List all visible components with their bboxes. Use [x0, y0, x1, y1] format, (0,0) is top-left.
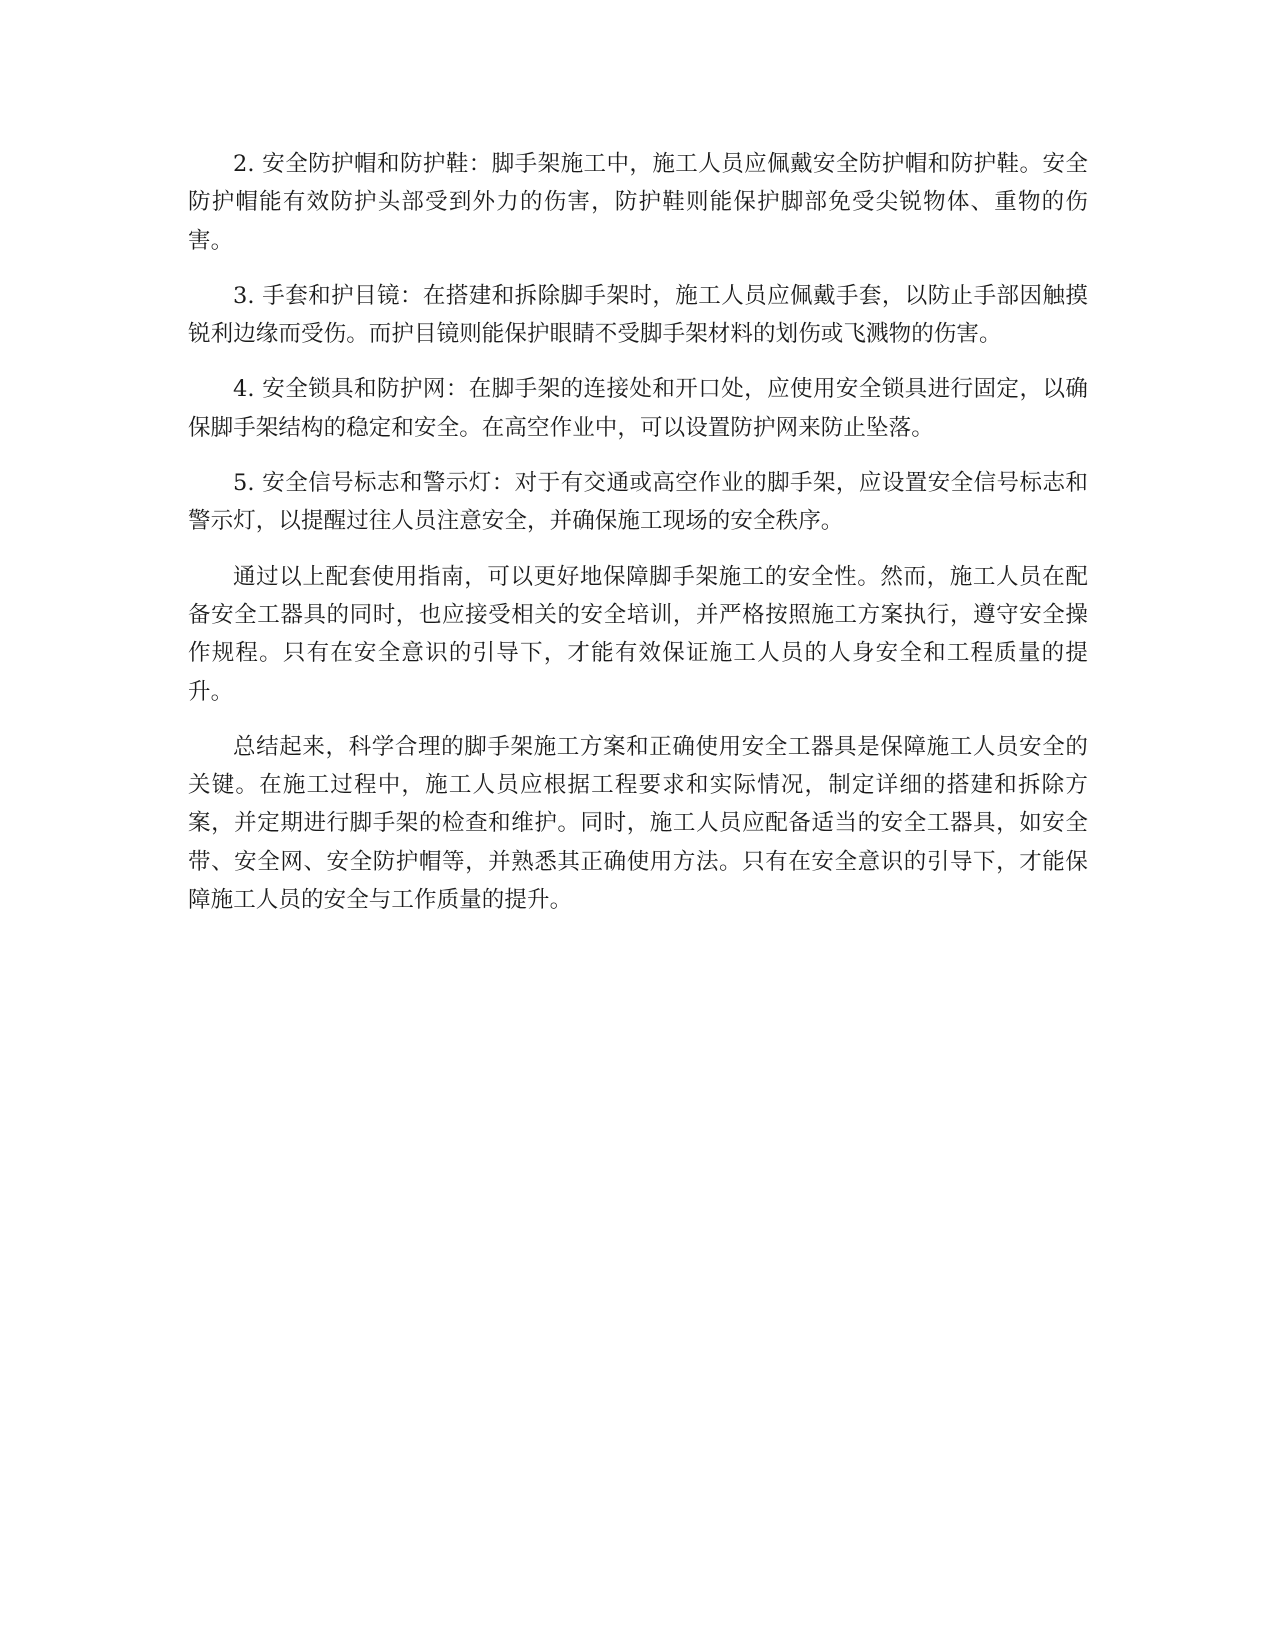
document-body	[188, 145, 1088, 936]
paragraph-locks-safety-net: 4. 安全锁具和防护网：在脚手架的连接处和开口处，应使用安全锁具进行固定，以确保脚手架结构的稳定和安全。在高空作业中，可以设置防护网来防止坠落。	[188, 376, 1088, 441]
paragraph-usage-guide-summary: 通过以上配套使用指南，可以更好地保障脚手架施工的安全性。然而，施工人员在配备安全工器具的同时，也应接受相关的安全培训，并严格按照施工方案执行，遵守安全操作规程。只有在安全意识的引导下，才能有效保证施工人员的人身安全和工程质量的提升。	[188, 563, 1088, 705]
paragraph-gloves-goggles: 3. 手套和护目镜：在搭建和拆除脚手架时，施工人员应佩戴手套，以防止手部因触摸锐利边缘而受伤。而护目镜则能保护眼睛不受脚手架材料的划伤或飞溅物的伤害。	[188, 282, 1088, 348]
paragraph-protective-helmet-shoes: 2. 安全防护帽和防护鞋：脚手架施工中，施工人员应佩戴安全防护帽和防护鞋。安全防护帽能有效防护头部受到外力的伤害，防护鞋则能保护脚部免受尖锐物体、重物的伤害。	[188, 151, 1088, 254]
paragraph-signals-warning-lights: 5. 安全信号标志和警示灯：对于有交通或高空作业的脚手架，应设置安全信号标志和警示灯，以提醒过往人员注意安全，并确保施工现场的安全秩序。	[188, 470, 1088, 535]
paragraph-conclusion: 总结起来，科学合理的脚手架施工方案和正确使用安全工器具是保障施工人员安全的关键。在施工过程中，施工人员应根据工程要求和实际情况，制定详细的搭建和拆除方案，并定期进行脚手架的检查和维护。同时，施工人员应配备适当的安全工器具，如安全带、安全网、安全防护帽等，并熟悉其正确使用方法。只有在安全意识的引导下，才能保障施工人员的安全与工作质量的提升。	[188, 733, 1088, 914]
